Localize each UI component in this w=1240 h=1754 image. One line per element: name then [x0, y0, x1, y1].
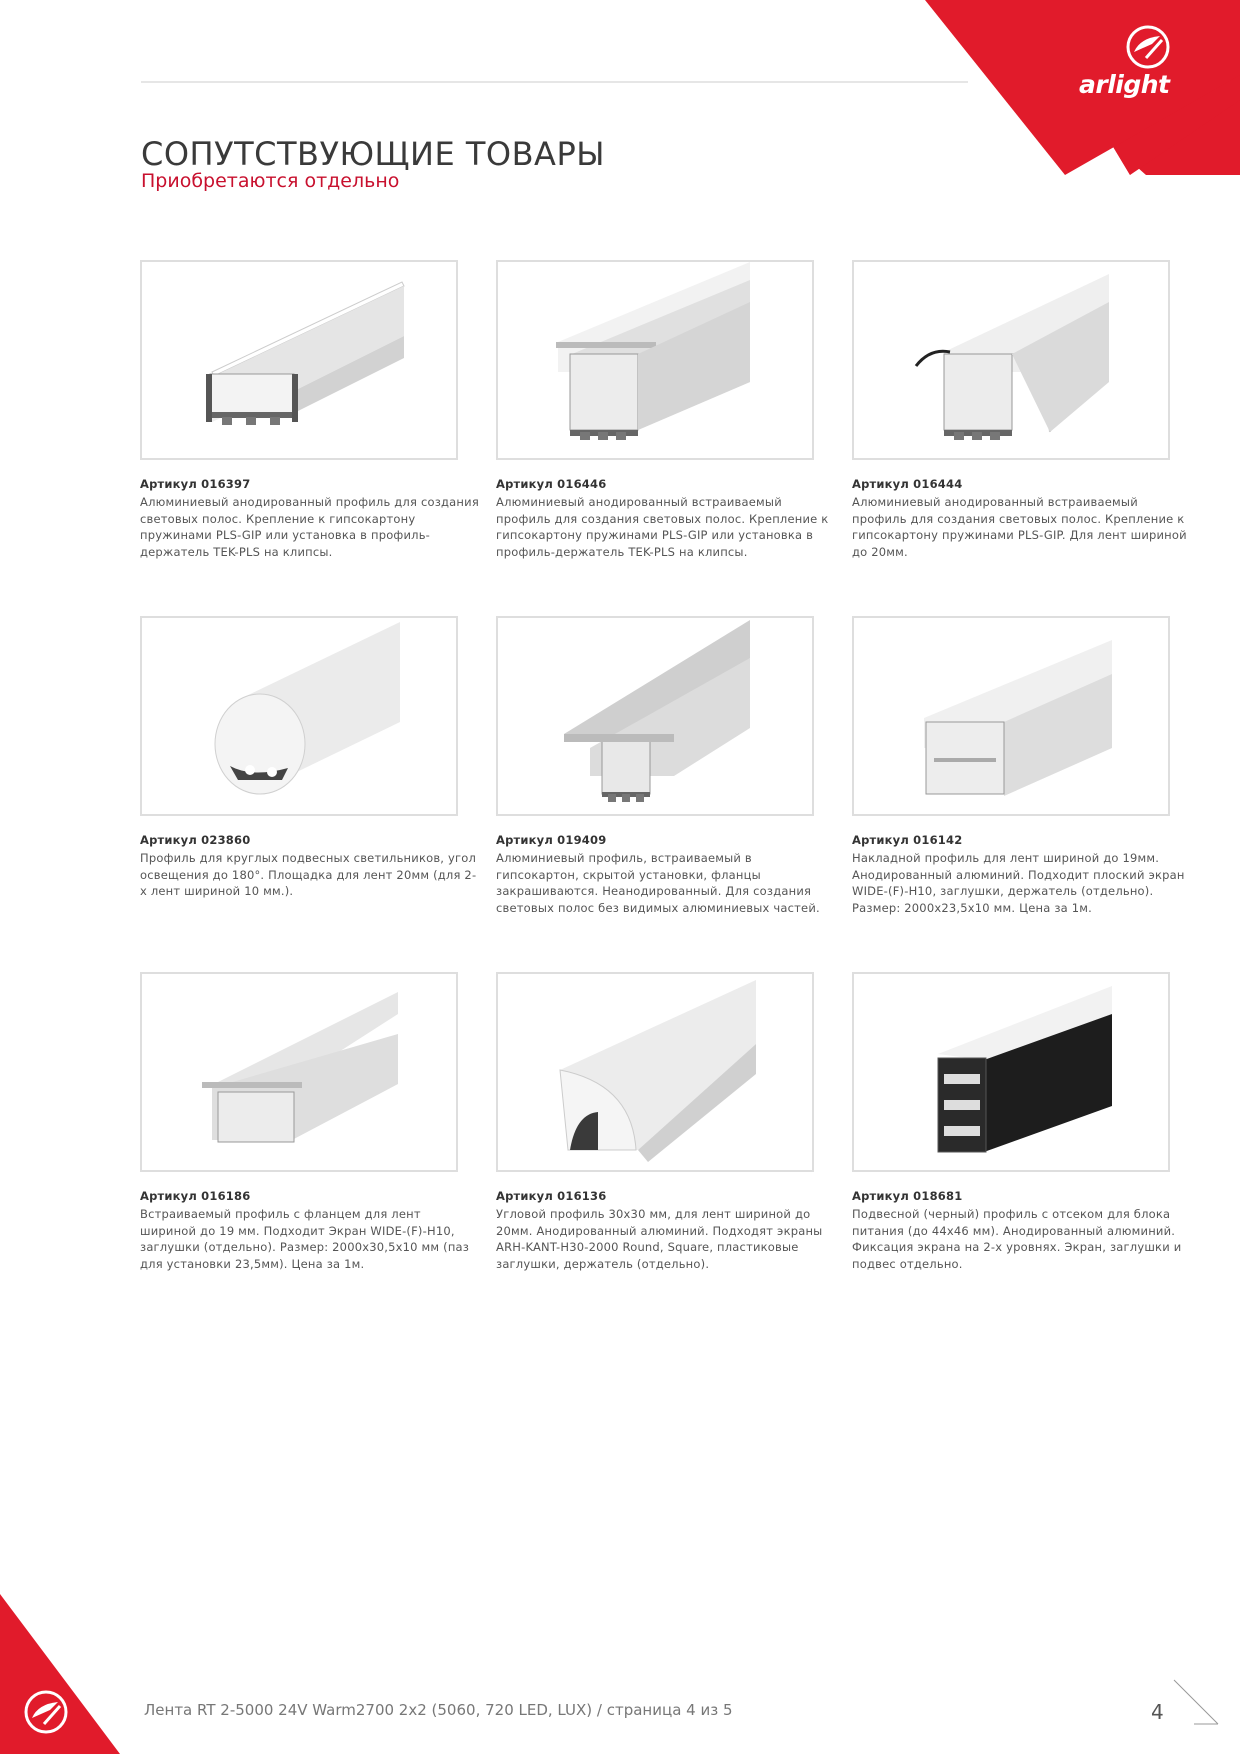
product-description: Подвесной (черный) профиль с отсеком для блока питания (до 44x46 мм). Анодированный алюминий. Фиксация экрана на 2-х уровнях. Экран, заглушки и подвес отдельно.: [852, 1207, 1182, 1271]
product-image[interactable]: [852, 260, 1170, 460]
product-description: Алюминиевый профиль, встраиваемый в гипсокартон, скрытой установки, фланцы закрашиваются. Неанодированный. Для создания световых полос без видимых алюминиевых частей.: [496, 851, 820, 915]
product-card[interactable]: [140, 616, 480, 900]
product-card[interactable]: [852, 616, 1192, 916]
footer-document-title: Лента RT 2-5000 24V Warm2700 2x2 (5060, 720 LED, LUX) / страница 4 из 5: [144, 1701, 733, 1719]
product-card[interactable]: [496, 972, 836, 1272]
product-description: Алюминиевый анодированный встраиваемый профиль для создания световых полос. Крепление к гипсокартону пружинами PLS-GIP. Для лент шириной до 20мм.: [852, 495, 1187, 559]
product-image[interactable]: [140, 616, 458, 816]
product-image[interactable]: [852, 616, 1170, 816]
product-sku: Артикул 016397: [140, 477, 251, 491]
product-sku: Артикул 016186: [140, 1189, 251, 1203]
page-subtitle: Приобретаются отдельно: [141, 170, 400, 192]
product-card[interactable]: [140, 260, 480, 560]
product-image[interactable]: [852, 972, 1170, 1172]
brand-logo-text: arlight: [1079, 70, 1170, 99]
page-number: 4: [1151, 1700, 1164, 1724]
product-description: Угловой профиль 30x30 мм, для лент шириной до 20мм. Анодированный алюминий. Подходят экраны ARH-KANT-H30-2000 Round, Square, пластиковые заглушки, держатель (отдельно).: [496, 1207, 823, 1271]
product-sku: Артикул 019409: [496, 833, 607, 847]
product-sku: Артикул 016444: [852, 477, 963, 491]
product-sku: Артикул 018681: [852, 1189, 963, 1203]
product-description: Алюминиевый анодированный профиль для создания световых полос. Крепление к гипсокартону пружинами PLS-GIP или установка в профиль-держатель TEK-PLS на клипсы.: [140, 495, 479, 559]
page-title: СОПУТСТВУЮЩИЕ ТОВАРЫ: [141, 135, 605, 174]
product-image[interactable]: [496, 972, 814, 1172]
product-image[interactable]: [496, 616, 814, 816]
product-card[interactable]: [496, 616, 836, 916]
footer-logo-corner: [0, 1594, 120, 1754]
page-corner-decoration: [1172, 1678, 1222, 1728]
product-sku: Артикул 016142: [852, 833, 963, 847]
product-card[interactable]: [140, 972, 480, 1272]
product-image[interactable]: [140, 972, 458, 1172]
product-sku: Артикул 023860: [140, 833, 251, 847]
product-description: Алюминиевый анодированный встраиваемый профиль для создания световых полос. Крепление к гипсокартону пружинами PLS-GIP или установка в профиль-держатель TEK-PLS на клипсы.: [496, 495, 829, 559]
product-description: Встраиваемый профиль с фланцем для лент шириной до 19 мм. Подходит Экран WIDE-(F)-H10, заглушки (отдельно). Размер: 2000x30,5x10 мм (паз для установки 23,5мм). Цена за 1м.: [140, 1207, 470, 1271]
product-image[interactable]: [496, 260, 814, 460]
product-card[interactable]: [496, 260, 836, 560]
product-sku: Артикул 016136: [496, 1189, 607, 1203]
product-card[interactable]: [852, 260, 1192, 560]
product-description: Накладной профиль для лент шириной до 19мм. Анодированный алюминий. Подходит плоский экран WIDE-(F)-H10, заглушки, держатель (отдельно). Размер: 2000x23,5x10 мм. Цена за 1м.: [852, 851, 1185, 915]
product-description: Профиль для круглых подвесных светильников, угол освещения до 180°. Площадка для лент 20мм (для 2-х лент шириной 10 мм.).: [140, 851, 477, 898]
product-sku: Артикул 016446: [496, 477, 607, 491]
product-card[interactable]: [852, 972, 1192, 1272]
product-image[interactable]: [140, 260, 458, 460]
